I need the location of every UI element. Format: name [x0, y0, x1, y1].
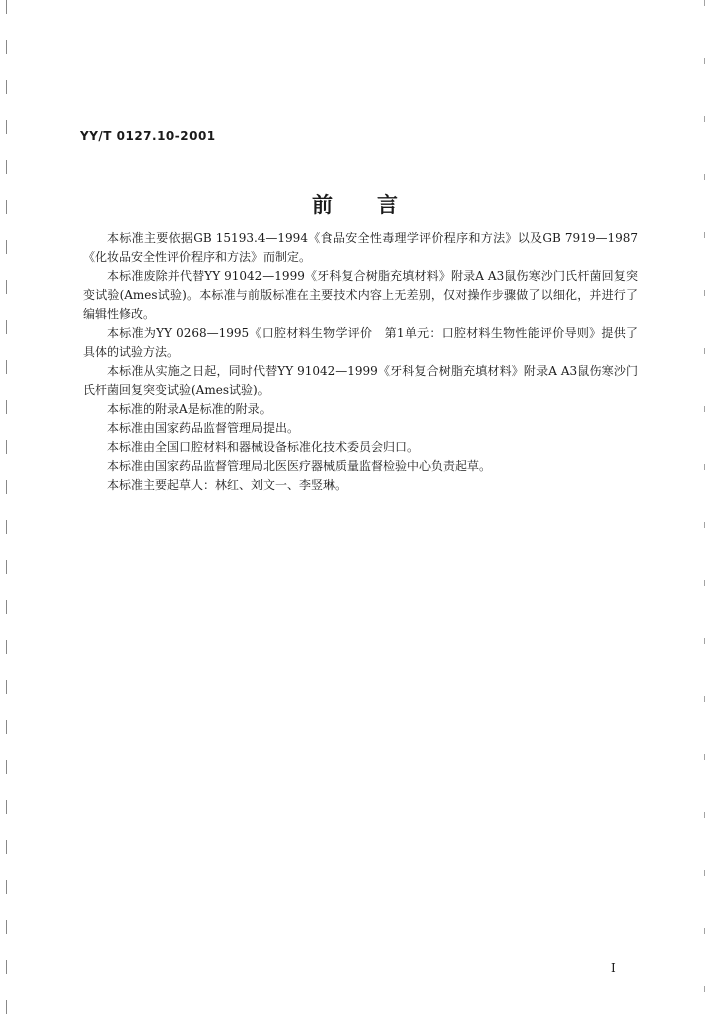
- scan-edge-left: [6, 0, 7, 1024]
- paragraph-drafted-by: 本标准由国家药品监督管理局北医医疗器械质量监督检验中心负责起草。: [107, 459, 492, 473]
- paragraph-under-jurisdiction: 本标准由全国口腔材料和器械设备标准化技术委员会归口。: [107, 440, 420, 454]
- scan-edge-right: [704, 0, 705, 1024]
- paragraph-effective: 本标准从实施之日起，同时代替YY 91042—1999《牙科复合树脂充填材料》附录A A3鼠伤寒沙门氏杆菌回复突变试验(Ames试验)。: [83, 364, 638, 397]
- paragraph-proposed-by: 本标准由国家药品监督管理局提出。: [107, 421, 300, 435]
- page-title: 前言: [312, 192, 442, 217]
- paragraph-appendix: 本标准的附录A是标准的附录。: [107, 402, 272, 416]
- page-number: I: [611, 961, 616, 975]
- paragraph-drafters: 本标准主要起草人：林红、刘文一、李竖琳。: [107, 478, 348, 492]
- foreword-body: [83, 229, 638, 495]
- standard-number: YY/T 0127.10-2001: [80, 129, 216, 143]
- paragraph-basis: 本标准主要依据GB 15193.4—1994《食品安全性毒理学评价程序和方法》以及GB 7919—1987《化妆品安全性评价程序和方法》而制定。: [83, 231, 638, 264]
- paragraph-replaces: 本标准废除并代替YY 91042—1999《牙科复合树脂充填材料》附录A A3鼠伤寒沙门氏杆菌回复突变试验(Ames试验)。本标准与前版标准在主要技术内容上无差别，仅对操作步骤做了以细化，并进行了编辑性修改。: [83, 269, 638, 321]
- paragraph-method: 本标准为YY 0268—1995《口腔材料生物学评价 第1单元：口腔材料生物性能评价导则》提供了具体的试验方法。: [83, 326, 638, 359]
